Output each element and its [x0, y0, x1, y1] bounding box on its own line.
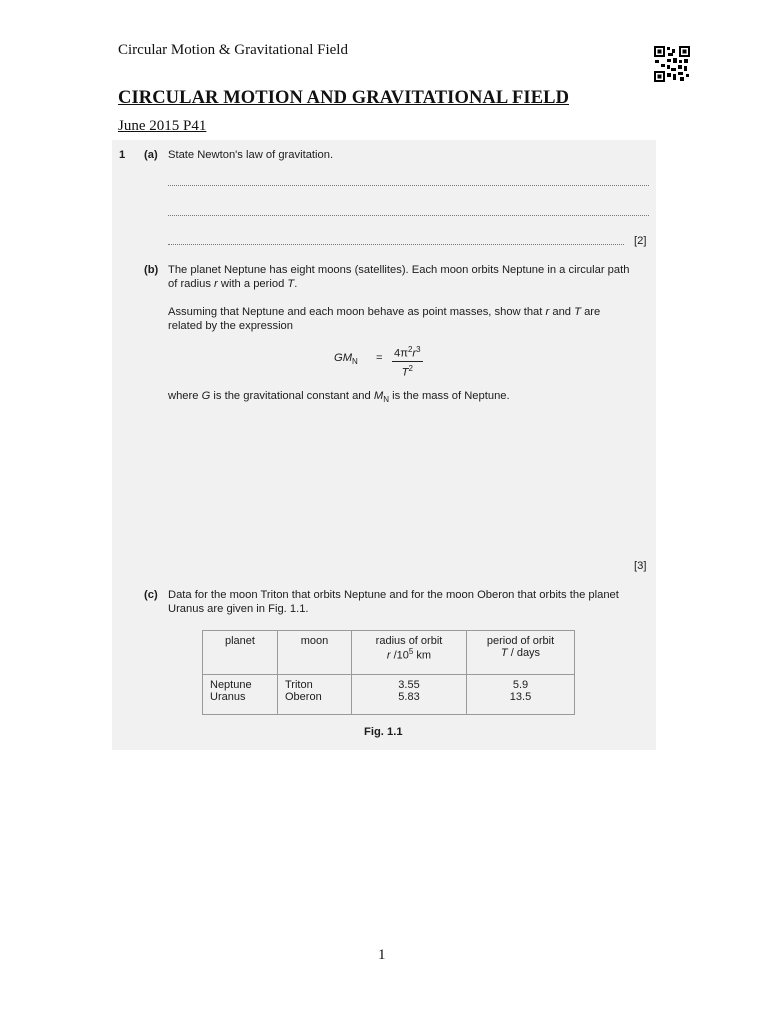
table-cell-periods: 5.9 13.5 — [467, 675, 575, 715]
table-header-row — [203, 631, 575, 675]
equation-fraction: $\frac{4\pi^2r^3}{T^2}$ — [394, 345, 421, 379]
part-b-line-4: related by the expression — [168, 320, 294, 332]
question-scan — [112, 140, 656, 750]
part-b-where-text: where G is the gravitational constant and $M_N$ is the mass of Neptune. — [168, 390, 510, 405]
answer-line — [168, 184, 649, 186]
qr-code-icon — [654, 46, 690, 82]
answer-line — [168, 243, 624, 245]
equation-equals: = — [376, 352, 383, 364]
part-c-label: (c) — [144, 589, 158, 601]
part-b-marks: [3] — [634, 560, 647, 572]
figure-caption: Fig. 1.1 — [364, 726, 403, 738]
table-header-radius: radius of orbit r $/10^5$ km — [352, 631, 467, 675]
running-header: Circular Motion & Gravitational Field — [118, 42, 348, 58]
part-b-label: (b) — [144, 264, 159, 276]
part-b-line-3: Assuming that Neptune and each moon behave as point masses, show that r and T are — [168, 306, 601, 318]
question-number: 1 — [119, 149, 126, 161]
answer-line — [168, 214, 649, 216]
page-title: CIRCULAR MOTION AND GRAVITATIONAL FIELD — [118, 88, 570, 108]
orbit-data-table — [202, 630, 575, 715]
table-header-planet: planet — [203, 631, 278, 675]
table-header-moon: moon — [278, 631, 352, 675]
part-b-line-1: The planet Neptune has eight moons (satellites). Each moon orbits Neptune in a circular path — [168, 264, 630, 276]
part-a-marks: [2] — [634, 235, 647, 247]
table-cell-planets: Neptune Uranus — [203, 675, 278, 715]
part-a-label: (a) — [144, 149, 158, 161]
page-number: 1 — [378, 947, 386, 963]
table-header-period: period of orbit T / days — [467, 631, 575, 675]
exam-session: June 2015 P41 — [118, 118, 207, 134]
equation-lhs: $GM_N$ — [334, 352, 358, 367]
table-cell-radii: 3.55 5.83 — [352, 675, 467, 715]
part-c-line-2: Uranus are given in Fig. 1.1. — [168, 603, 309, 615]
table-row — [203, 675, 575, 715]
part-a-text: State Newton's law of gravitation. — [168, 149, 334, 161]
part-b-line-2: of radius r with a period T. — [168, 278, 298, 290]
table-cell-moons: Triton Oberon — [278, 675, 352, 715]
part-c-line-1: Data for the moon Triton that orbits Neptune and for the moon Oberon that orbits the planet — [168, 589, 619, 601]
